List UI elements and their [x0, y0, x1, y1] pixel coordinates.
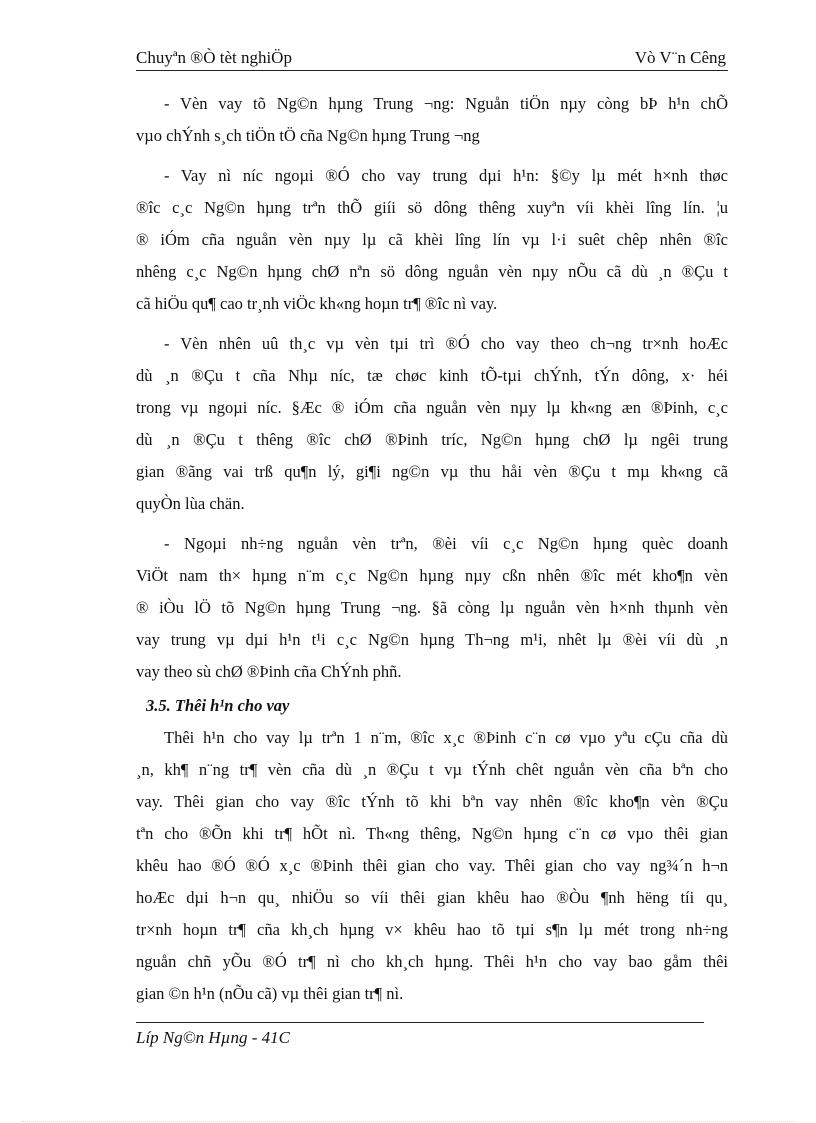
header-author: Vò V¨n Cêng: [634, 48, 726, 67]
text-line: tr×nh hoµn tr¶ cña kh¸ch hµng v× khêu hao tõ tµi s¶n lµ mét trong nh÷ng: [136, 920, 728, 939]
text-line: trong vµ ngoµi níc. §Æc ® iÓm cña nguån vèn nµy lµ kh«ng æn ®Þinh, c¸c: [136, 398, 728, 417]
text-line: gian ©n h¹n (nÕu cã) vµ thêi gian tr¶ nì.: [136, 984, 404, 1003]
text-line: dù ¸n ®Çu t cña Nhµ níc, tæ chøc kinh tÕ-tµi chÝnh, tÝn dông, x· héi: [136, 366, 728, 385]
text-line: vay trung vµ dµi h¹n t¹i c¸c Ng©n hµng Th¬ng m¹i, nhêt lµ ®èi víi dù ¸n: [136, 630, 728, 649]
text-line: ®îc c¸c Ng©n hµng trªn thÕ giíi sö dông thêng xuyªn víi khèi lîng lín. ¦u: [136, 198, 728, 217]
paragraph: [136, 722, 728, 1010]
document-body: [136, 88, 728, 1018]
paragraph: [136, 88, 728, 152]
page-edge-divider: [22, 1121, 794, 1122]
text-line: ® iÓm cña nguån vèn nµy lµ cã khèi lîng lín vµ l·i suêt chêp nhên ®îc: [136, 230, 728, 249]
paragraph: [136, 160, 728, 320]
page-header: [136, 48, 728, 71]
text-line: ¸n, kh¶ n¨ng tr¶ vèn cña dù ¸n ®Çu t vµ tÝnh chêt nguån vèn cña bªn cho: [136, 760, 728, 779]
text-line: vµo chÝnh s¸ch tiÖn tÖ cña Ng©n hµng Trung ¬ng: [136, 126, 480, 145]
paragraph: [136, 528, 728, 688]
text-line: nguån chñ yÕu ®Ó tr¶ nì cho kh¸ch hµng. Thêi h¹n cho vay bao gåm thêi: [136, 952, 728, 971]
text-line: - Vay nì níc ngoµi ®Ó cho vay trung dµi h¹n: §©y lµ mét h×nh thøc: [164, 166, 728, 185]
text-line: vay. Thêi gian cho vay ®îc tÝnh tõ khi bªn vay nhên ®îc kho¶n vèn ®Çu: [136, 792, 728, 811]
text-line: Thêi h¹n cho vay lµ trªn 1 n¨m, ®îc x¸c ®Þinh c¨n cø vµo yªu cÇu cña dù: [164, 728, 728, 747]
footer-divider: [136, 1022, 704, 1023]
header-title: Chuyªn ®Ò tèt nghiÖp: [136, 48, 292, 67]
text-line: cã hiÖu qu¶ cao tr¸nh viÖc kh«ng hoµn tr¶ ®îc nì vay.: [136, 294, 498, 313]
text-line: ViÖt nam th× hµng n¨m c¸c Ng©n hµng nµy cßn nhên ®îc mét kho¶n vèn: [136, 566, 728, 585]
text-line: hoÆc dµi h¬n qu¸ nhiÖu so víi thêi gian khêu hao ®Òu ¶nh hëng tíi qu¸: [136, 888, 728, 907]
section-heading: 3.5. Thêi h¹n cho vay: [146, 696, 290, 715]
text-line: gian ®ãng vai trß qu¶n lý, gi¶i ng©n vµ thu håi vèn ®Çu t mµ kh«ng cã: [136, 462, 728, 481]
paragraph: [136, 328, 728, 520]
text-line: tªn cho ®Õn khi tr¶ hÕt nì. Th«ng thêng, Ng©n hµng c¨n cø vµo thêi gian: [136, 824, 728, 843]
text-line: - Vèn nhên uû th¸c vµ vèn tµi trì ®Ó cho vay theo ch¬ng tr×nh hoÆc: [164, 334, 728, 353]
text-line: - Vèn vay tõ Ng©n hµng Trung ¬ng: Nguån tiÖn nµy còng bÞ h¹n chÕ: [164, 94, 728, 113]
text-line: - Ngoµi nh÷ng nguån vèn trªn, ®èi víi c¸c Ng©n hµng quèc doanh: [164, 534, 728, 553]
text-line: khêu hao ®Ó ®Ó x¸c ®Þinh thêi gian cho vay. Thêi gian cho vay ng¾´n h¬n: [136, 856, 728, 875]
text-line: nhêng c¸c Ng©n hµng chØ nªn sö dông nguån vèn nµy nÕu cã dù ¸n ®Çu t: [136, 262, 728, 281]
page-footer: Líp Ng©n Hµng - 41C: [136, 1028, 291, 1047]
text-line: dù ¸n ®Çu t thêng ®îc chØ ®Þinh tríc, Ng©n hµng chØ lµ ngêi trung: [136, 430, 728, 449]
text-line: ® iÒu lÖ tõ Ng©n hµng Trung ¬ng. §ã còng lµ nguån vèn h×nh thµnh vèn: [136, 598, 728, 617]
text-line: vay theo sù chØ ®Þinh cña ChÝnh phñ.: [136, 662, 402, 681]
text-line: quyÒn lùa chän.: [136, 494, 245, 513]
